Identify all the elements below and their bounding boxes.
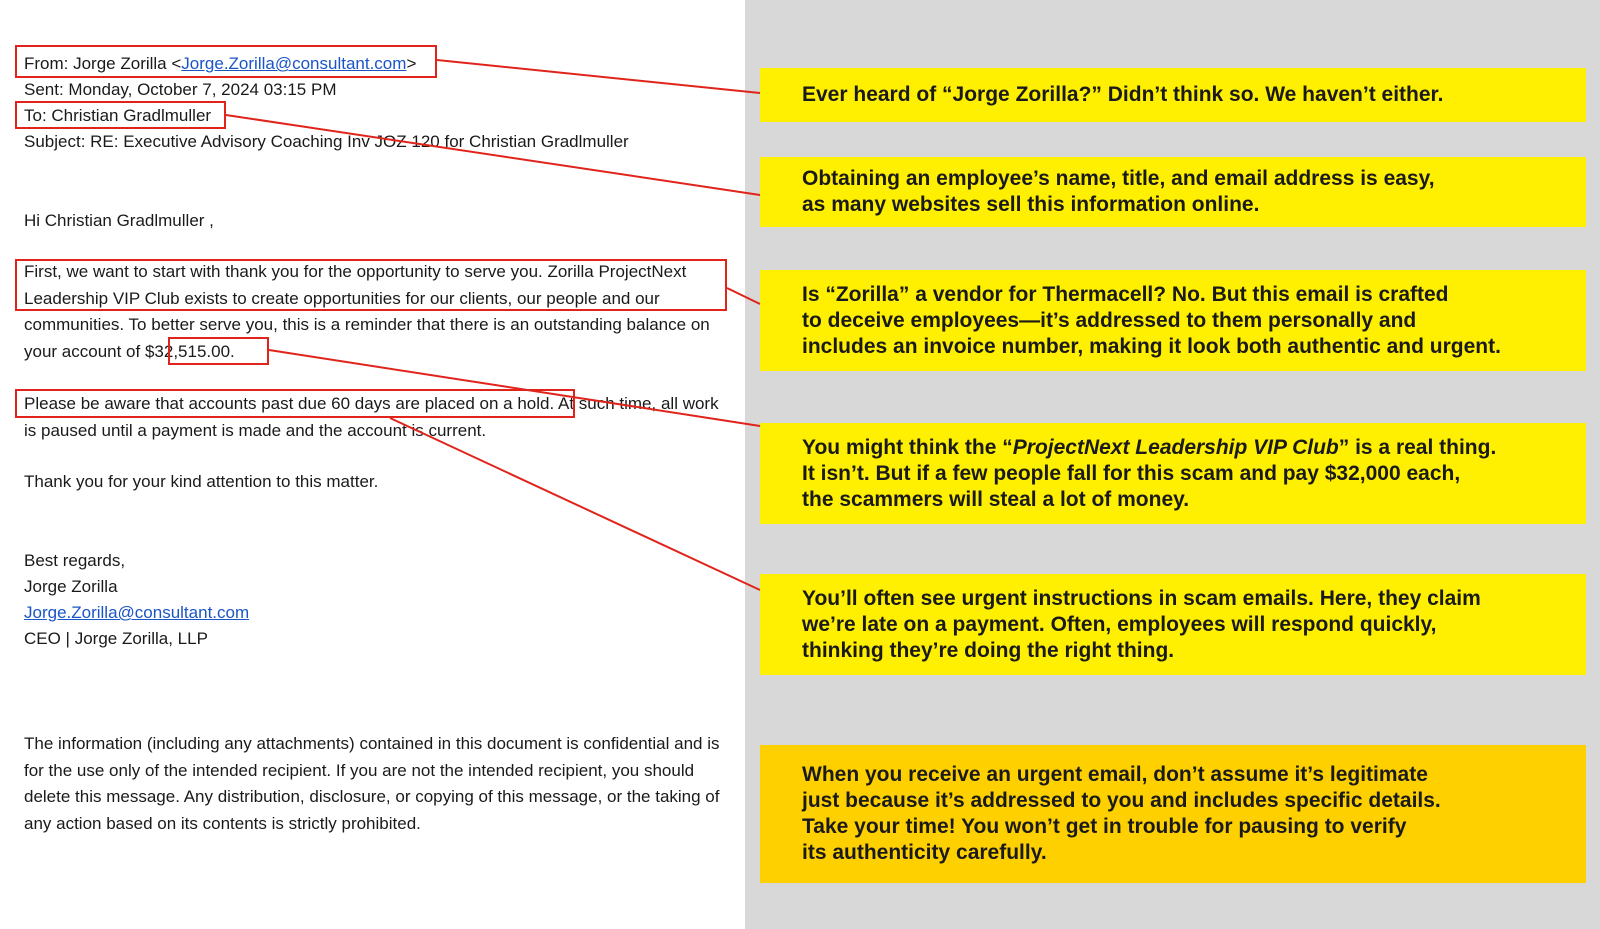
callout-employee-info	[760, 157, 1586, 227]
email-from-prefix: From: Jorge Zorilla <	[24, 54, 182, 73]
callout-6-line-2: just because it’s addressed to you and includes specific details.	[802, 789, 1441, 812]
callout-5-line-2: we’re late on a payment. Often, employees will respond quickly,	[802, 612, 1437, 636]
highlight-box-from	[15, 45, 437, 78]
email-paragraph-3: Thank you for your kind attention to this matter.	[24, 472, 379, 491]
callout-unknown-sender	[760, 68, 1586, 122]
callout-6-line-4: its authenticity carefully.	[802, 841, 1047, 864]
callout-4-post: ” is a real thing.	[1338, 435, 1497, 459]
callout-2-line-1: Obtaining an employee’s name, title, and email address is easy,	[802, 167, 1435, 190]
sender-email-link[interactable]: Jorge.Zorilla@consultant.com	[181, 54, 407, 73]
callout-3-line-3: includes an invoice number, making it look both authentic and urgent.	[802, 334, 1501, 358]
signature-title: CEO | Jorge Zorilla, LLP	[24, 629, 208, 648]
callout-fake-vendor	[760, 270, 1586, 371]
callout-4-pre: You might think the “	[802, 435, 1013, 459]
callout-final-advice	[760, 745, 1586, 883]
callout-6-line-1: When you receive an urgent email, don’t assume it’s legitimate	[802, 763, 1428, 786]
callout-urgent-instructions	[760, 574, 1586, 675]
highlight-box-past-due	[15, 389, 575, 418]
email-sent-line: Sent: Monday, October 7, 2024 03:15 PM	[24, 80, 337, 99]
callout-3-line-1: Is “Zorilla” a vendor for Thermacell? No. But this email is crafted	[802, 282, 1449, 306]
callout-4-line-2: It isn’t. But if a few people fall for this scam and pay $32,000 each,	[802, 461, 1461, 485]
email-to-line: To: Christian Gradlmuller	[24, 106, 212, 125]
callout-5-line-3: thinking they’re doing the right thing.	[802, 638, 1175, 662]
signature-email-link[interactable]: Jorge.Zorilla@consultant.com	[24, 603, 250, 622]
paragraph-1-text: First, we want to start with thank you for the opportunity to serve you. Zorilla ProjectNext Leadership VIP Club exists to create opportunities for our clients, our people and our communities. To better serve you, this is a reminder that there is an outstanding balance on your account of	[24, 262, 710, 361]
signature-regards: Best regards,	[24, 551, 126, 570]
callout-2-line-2: as many websites sell this information online.	[802, 193, 1260, 216]
email-greeting: Hi Christian Gradlmuller ,	[24, 211, 214, 230]
outstanding-amount: $32,515.00.	[144, 341, 235, 361]
signature-email-line	[24, 600, 249, 626]
email-subject-line: Subject: RE: Executive Advisory Coaching Inv JOZ 120 for Christian Gradlmuller	[24, 132, 629, 151]
highlight-box-to	[15, 101, 226, 129]
callout-3-line-2: to deceive employees—it’s addressed to them personally and	[802, 308, 1417, 332]
callout-4-club-name: ProjectNext Leadership VIP Club	[1012, 435, 1339, 459]
highlight-box-amount	[168, 337, 269, 365]
callout-6-line-3: Take your time! You won’t get in trouble for pausing to verify	[802, 815, 1407, 838]
signature-name: Jorge Zorilla	[24, 577, 118, 596]
callout-5-line-1: You’ll often see urgent instructions in scam emails. Here, they claim	[802, 586, 1481, 610]
callout-fake-club	[760, 423, 1586, 524]
email-paragraph-2: Please be aware that accounts past due 60 days are placed on a hold. At such time, all work is paused until a payment is made and the account is current.	[24, 394, 719, 440]
email-from-suffix: >	[406, 54, 417, 73]
callout-1-text: Ever heard of “Jorge Zorilla?” Didn’t think so. We haven’t either.	[802, 83, 1444, 106]
highlight-box-vip-club	[15, 259, 727, 311]
email-disclaimer: The information (including any attachments) contained in this document is confidential and is for the use only of the intended recipient. If you are not the intended recipient, you should delete this message. Any distribution, disclosure, or copying of this message, or the taking of any action based on its contents is strictly prohibited.	[24, 734, 720, 833]
callout-4-line-3: the scammers will steal a lot of money.	[802, 487, 1190, 511]
callout-4-line-1	[802, 435, 1496, 461]
